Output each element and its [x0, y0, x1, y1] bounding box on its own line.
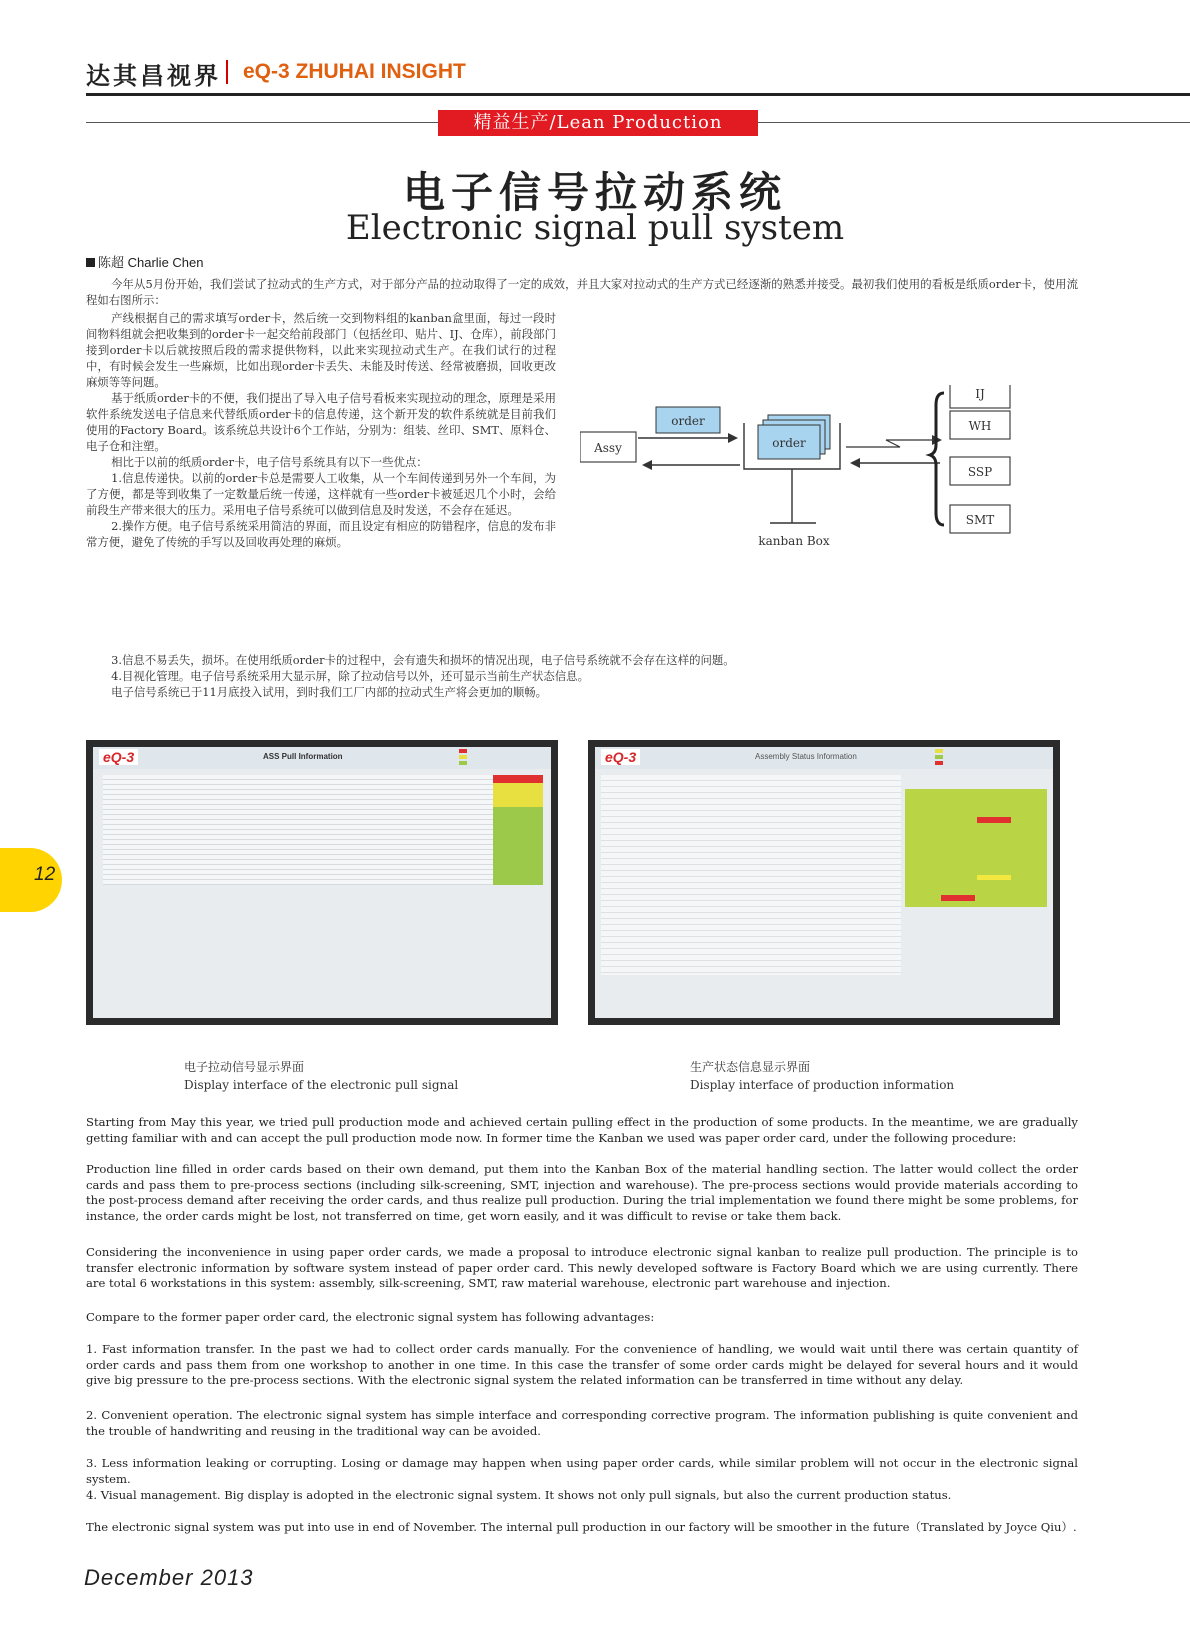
- en-paragraph: 4. Visual management. Big display is adopted in the electronic signal system. It shows not only pull signals, but also the current production status.: [86, 1488, 952, 1502]
- dest-label-ssp: SSP: [967, 465, 993, 479]
- issue-date: December 2013: [84, 1565, 254, 1590]
- data-table: [103, 775, 543, 885]
- article-title-en: Electronic signal pull system: [345, 208, 845, 248]
- cn-paragraph: 1.信息传递快。以前的order卡总是需要人工收集，从一个车间传递到另外一个车间，为了方便，都是等到收集了一定数量后统一传递，这样就有一些order卡被延迟几个小时，会给前段生产带来很大的压力。采用电子信号系统可以做到信息及时发送，不会存在延迟。: [86, 471, 556, 517]
- caption-cn: 电子拉动信号显示界面: [184, 1060, 305, 1074]
- en-paragraph: Compare to the former paper order card, the electronic signal system has following advantages:: [86, 1310, 655, 1324]
- caption-left: [184, 1058, 458, 1094]
- status-red-cell: [493, 775, 543, 783]
- caption-en: Display interface of the electronic pull signal: [184, 1078, 459, 1092]
- legend-red: [459, 749, 467, 753]
- status-red-bar: [977, 817, 1011, 823]
- status-red-bar: [941, 895, 975, 901]
- screen-header: [93, 747, 551, 769]
- legend-red: [935, 761, 943, 765]
- cn-paragraph: 电子信号系统已于11月底投入试用，到时我们工厂内部的拉动式生产将会更加的顺畅。: [111, 685, 548, 699]
- cn-paragraph: 4.目视化管理。电子信号系统采用大显示屏，除了拉动信号以外，还可显示当前生产状态信息。: [111, 669, 589, 683]
- screen-display: [595, 747, 1053, 1018]
- assy-label: Assy: [594, 441, 622, 455]
- screen-display: [93, 747, 551, 1018]
- screen-header: [595, 747, 1053, 769]
- status-grid: [905, 789, 1047, 907]
- dest-label-ij: IJ: [975, 387, 985, 401]
- eq3-logo: eQ-3: [99, 749, 138, 765]
- data-table: [601, 775, 901, 975]
- header-separator: [226, 60, 228, 84]
- arrowhead: [728, 433, 738, 443]
- arrowhead: [642, 460, 652, 470]
- header-rule: [86, 93, 1190, 96]
- en-paragraph: 1. Fast information transfer. In the past we had to collect order cards manually. For the convenience of handling, we would wait until there was certain quantity of order cards and pass them from one workshop to another in one time. In this case the transfer of some order cards might be delayed for several hours and it would give big pressure to the pre-process sections. With the electronic signal system the related information can be transferred in time without any delay.: [86, 1342, 1078, 1387]
- order-card-label: order: [671, 414, 705, 428]
- legend-green: [935, 755, 943, 759]
- cn-conclusion: [86, 652, 1078, 700]
- en-paragraph: Considering the inconvenience in using paper order cards, we made a proposal to introduce electronic signal kanban to realize pull production. The principle is to transfer electronic information by software system instead of paper order card. This newly developed software is Factory Board which we are using currently. There are total 6 workstations in this system: assembly, silk-screening, SMT, raw material warehouse, electronic part warehouse and injection.: [86, 1245, 1078, 1290]
- article-title-cn: 电子信号拉动系统: [402, 168, 787, 217]
- dest-label-smt: SMT: [965, 513, 995, 527]
- arrowhead: [850, 458, 860, 468]
- author-name: 陈超 Charlie Chen: [98, 255, 204, 270]
- status-yellow-bar: [977, 875, 1011, 880]
- en-paragraph: Starting from May this year, we tried pull production mode and achieved certain pulling effect in the production of some products. In the meantime, we are gradually getting familiar with and can accept the pull production mode now. In former time the Kanban we used was paper order card, under the following procedure:: [86, 1115, 1078, 1145]
- en-paragraph: 2. Convenient operation. The electronic signal system has simple interface and corresponding corrective program. The information publishing is quite convenient and the trouble of handwriting and reusing in the traditional way can be avoided.: [86, 1408, 1078, 1438]
- arrow-kanban-to-dest: [846, 440, 932, 447]
- en-paragraph: Production line filled in order cards based on their own demand, put them into the Kanban Box of the material handling section. The latter would collect the order cards and pass them to pre-process sections (including silk-screening, SMT, injection and warehouse). The pre-process sections would provide materials according to the post-process demand after receiving the order cards, and thus realize pull production. During the trial implementation we found there might be some problems, for instance, the order cards might be lost, not transferred on time, get worn easily, and it was difficult to revise or take them back.: [86, 1162, 1078, 1223]
- kanban-box-label: kanban Box: [758, 534, 830, 548]
- section-banner: 精益生产/Lean Production: [438, 110, 758, 136]
- pull-signal-screen-photo: [86, 740, 558, 1025]
- order-stack-label: order: [772, 436, 806, 450]
- bullet-square: [86, 258, 95, 267]
- production-status-screen-photo: [588, 740, 1060, 1025]
- magazine-title-cn: 达其昌视界: [86, 61, 221, 90]
- page-number: 12: [34, 864, 56, 885]
- legend-yellow: [935, 749, 943, 753]
- en-paragraph: The electronic signal system was put into use in end of November. The internal pull production in our factory will be smoother in the future（Translated by Joyce Qiu）.: [86, 1520, 1077, 1534]
- dest-label-wh: WH: [968, 419, 992, 433]
- legend-yellow: [459, 755, 467, 759]
- author-byline: [86, 252, 204, 271]
- cn-paragraph: 今年从5月份开始，我们尝试了拉动式的生产方式，对于部分产品的拉动取得了一定的成效，并且大家对拉动式的生产方式已经逐渐的熟悉并接受。最初我们使用的看板是纸质order卡，使用流程如右图所示：: [86, 277, 1078, 307]
- caption-right: [690, 1058, 954, 1094]
- destination-brace: [930, 393, 944, 525]
- cn-intro: [86, 276, 1078, 308]
- kanban-flow-diagram: [580, 385, 1060, 575]
- eq3-logo: eQ-3: [601, 749, 640, 765]
- cn-paragraph: 3.信息不易丢失，损坏。在使用纸质order卡的过程中，会有遗失和损坏的情况出现，电子信号系统就不会存在这样的问题。: [111, 653, 735, 667]
- cn-paragraph: 相比于以前的纸质order卡，电子信号系统具有以下一些优点：: [111, 455, 428, 469]
- status-yellow-cell: [493, 783, 543, 807]
- magazine-title-en: eQ-3 ZHUHAI INSIGHT: [243, 60, 466, 83]
- screen-title: Assembly Status Information: [755, 752, 857, 761]
- legend-green: [459, 761, 467, 765]
- cn-column: [86, 310, 556, 550]
- cn-paragraph: 基于纸质order卡的不便，我们提出了导入电子信号看板来实现拉动的理念，原理是采用软件系统发送电子信息来代替纸质order卡的信息传递，这个新开发的软件系统就是目前我们使用的Factory Board。该系统总共设计6个工作站，分别为：组装、丝印、SMT、原料仓、电子仓和注塑。: [86, 391, 556, 453]
- screen-title: ASS Pull Information: [263, 752, 343, 761]
- en-paragraph: 3. Less information leaking or corrupting. Losing or damage may happen when using paper order cards, while similar problem will not occur in the electronic signal system.: [86, 1456, 1078, 1486]
- caption-cn: 生产状态信息显示界面: [690, 1060, 811, 1074]
- cn-paragraph: 产线根据自己的需求填写order卡，然后统一交到物料组的kanban盒里面，每过一段时间物料组就会把收集到的order卡一起交给前段部门（包括丝印、贴片、IJ、仓库），前段部门接到order卡以后就按照后段的需求提供物料，以此来实现拉动式生产。在我们试行的过程中，有时候会发生一些麻烦，比如出现order卡丢失、未能及时传送、经常被磨损，回收更改麻烦等等问题。: [86, 311, 556, 389]
- cn-paragraph: 2.操作方便。电子信号系统采用简洁的界面，而且设定有相应的防错程序，信息的发布非常方便，避免了传统的手写以及回收再处理的麻烦。: [86, 519, 556, 549]
- caption-en: Display interface of production information: [690, 1078, 955, 1092]
